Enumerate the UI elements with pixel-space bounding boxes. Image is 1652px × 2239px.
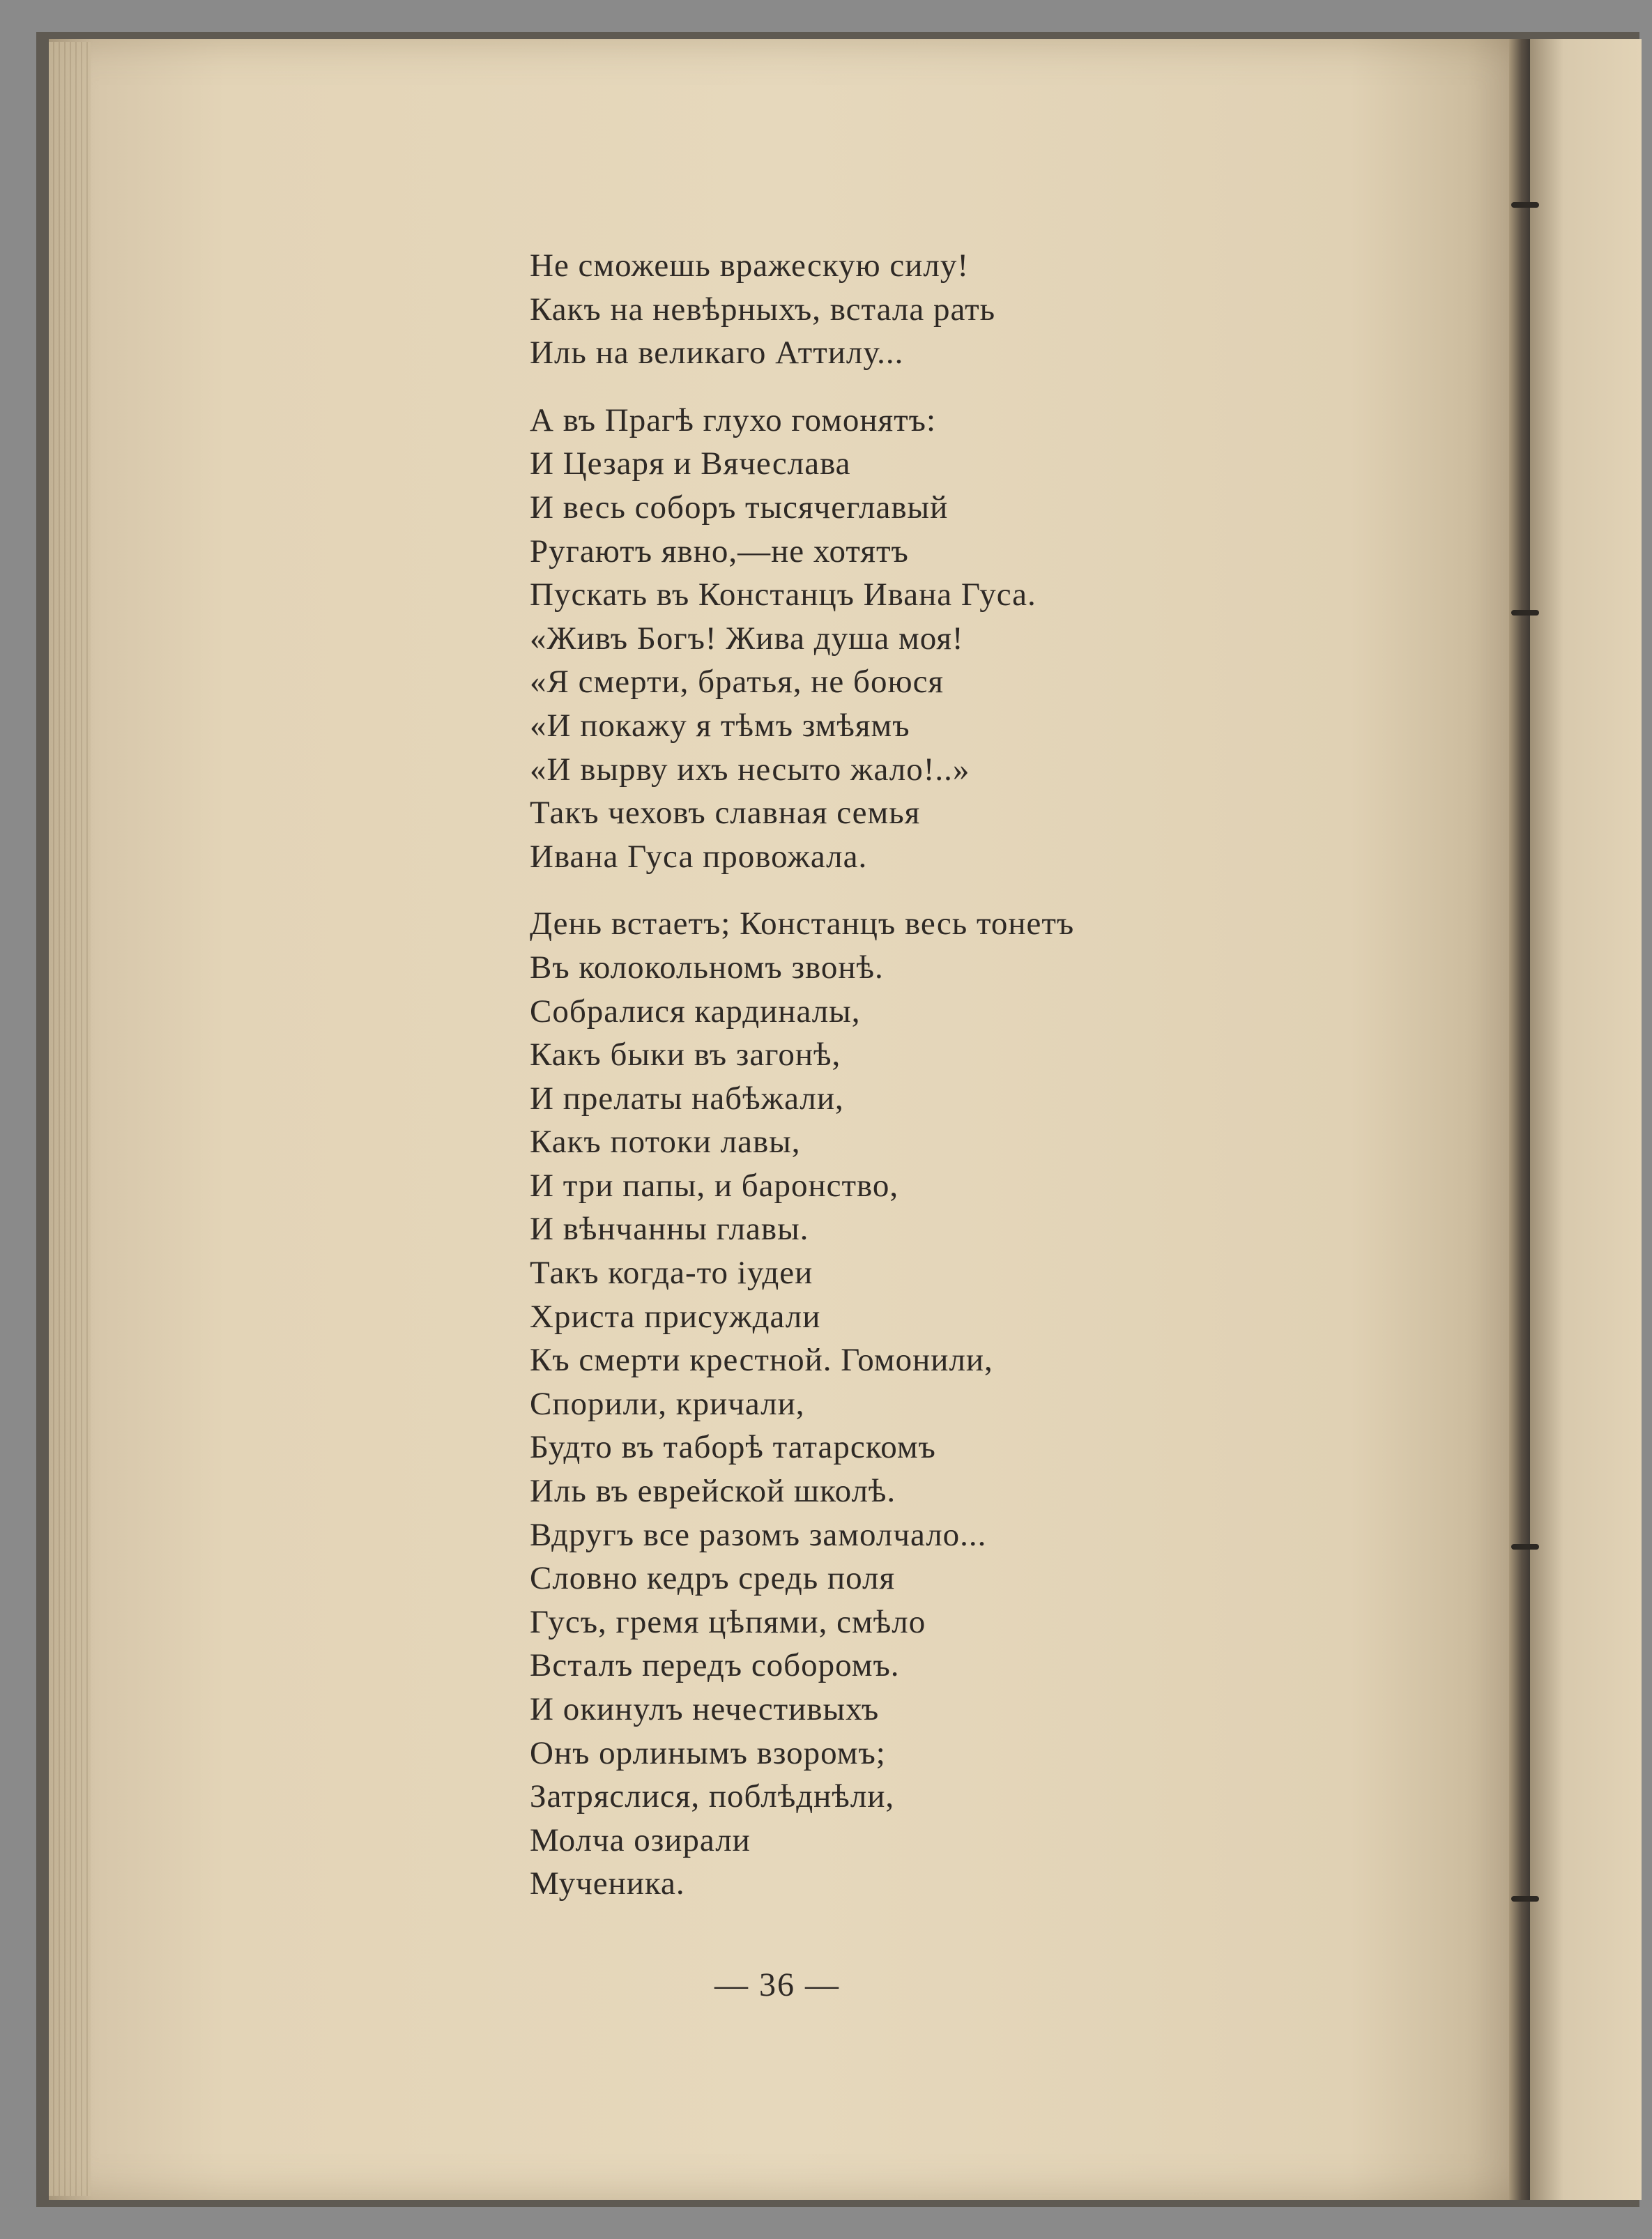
poem-line: Затряслися, поблѣднѣли, [530, 1778, 895, 1815]
poem-line: И вѣнчанны главы. [530, 1211, 809, 1248]
poem-line: И весь соборъ тысячеглавый [530, 489, 949, 526]
facing-page-edge [1530, 39, 1642, 2200]
poem-line: Молча озирали [530, 1821, 751, 1858]
binding-thread [1511, 1896, 1539, 1902]
poem-line: И прелаты набѣжали, [530, 1080, 844, 1117]
poem-line: Всталъ передъ соборомъ. [530, 1647, 900, 1684]
poem-line: Такъ когда-то іудеи [530, 1255, 813, 1292]
poem-line: И Цезаря и Вячеслава [530, 445, 851, 482]
poem-line: «И покажу я тѣмъ змѣямъ [530, 707, 910, 744]
book-gutter [1509, 39, 1530, 2200]
poem-line: Пускать въ Констанцъ Ивана Гуса. [530, 576, 1037, 613]
poem-text [530, 244, 1436, 1929]
page-edges [49, 42, 91, 2196]
poem-line: Собралися кардиналы, [530, 993, 861, 1030]
poem-stanza [530, 399, 1436, 879]
binding-thread [1511, 1544, 1539, 1550]
poem-stanza [530, 244, 1436, 375]
poem-line: Спорили, кричали, [530, 1385, 805, 1422]
poem-line: «Живъ Богъ! Жива душа моя! [530, 620, 964, 657]
poem-line: И три папы, и баронство, [530, 1167, 899, 1204]
poem-line: Ругаютъ явно,—не хотятъ [530, 533, 909, 570]
poem-line: «Я смерти, братья, не боюся [530, 664, 944, 701]
poem-line: Въ колокольномъ звонѣ. [530, 949, 884, 986]
poem-stanza [530, 902, 1436, 1906]
poem-line: Иль въ еврейской школѣ. [530, 1473, 896, 1510]
binding-thread [1511, 202, 1539, 208]
poem-line: Не сможешь вражескую силу! [530, 247, 970, 284]
poem-line: Христа присуждали [530, 1298, 821, 1335]
poem-line: Будто въ таборѣ татарскомъ [530, 1429, 936, 1466]
poem-line: Иль на великаго Аттилу... [530, 335, 904, 372]
poem-line: Онъ орлинымъ взоромъ; [530, 1734, 886, 1771]
poem-line: «И вырву ихъ несыто жало!..» [530, 751, 970, 788]
poem-line: Какъ быки въ загонѣ, [530, 1037, 841, 1073]
poem-line: И окинулъ нечестивыхъ [530, 1691, 880, 1727]
poem-line: А въ Прагѣ глухо гомонятъ: [530, 402, 937, 438]
poem-line: Мученика. [530, 1865, 685, 1902]
poem-line: Такъ чеховъ славная семья [530, 795, 921, 832]
poem-line: Словно кедръ средь поля [530, 1560, 896, 1597]
poem-line: Къ смерти крестной. Гомонили, [530, 1342, 993, 1379]
poem-line: Гусъ, гремя цѣпями, смѣло [530, 1603, 926, 1640]
poem-line: День встаетъ; Констанцъ весь тонетъ [530, 905, 1075, 942]
poem-line: Ивана Гуса провожала. [530, 838, 868, 875]
poem-line: Вдругъ все разомъ замолчало... [530, 1516, 987, 1553]
poem-line: Какъ на невѣрныхъ, встала рать [530, 291, 996, 328]
poem-line: Какъ потоки лавы, [530, 1124, 801, 1161]
page-number: — 36 — [714, 1966, 840, 2003]
binding-thread [1511, 610, 1539, 616]
